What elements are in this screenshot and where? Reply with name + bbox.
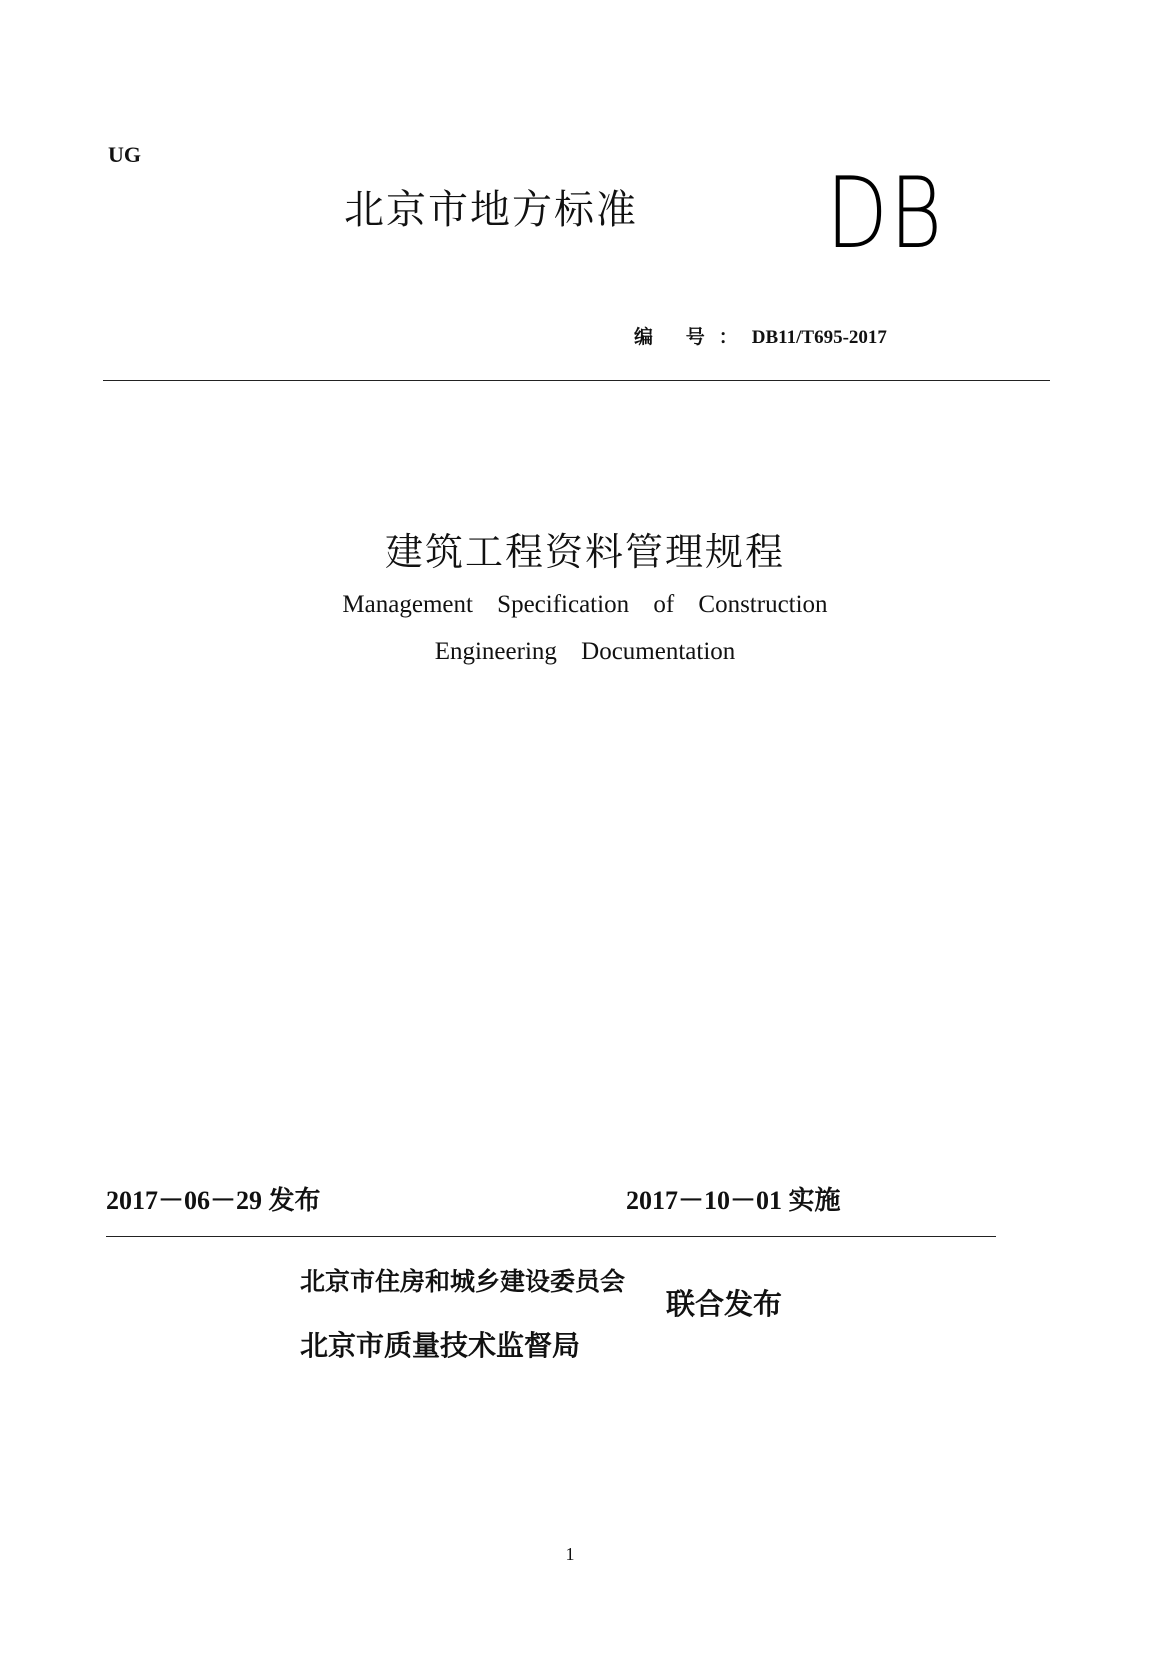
standard-number-label: 编 号： [634, 327, 752, 348]
document-title-english-line-1: Management Specification of Construction [342, 591, 828, 618]
joint-release-label: 联合发布 [666, 1287, 783, 1321]
issuer-quality-bureau: 北京市质量技术监督局 [300, 1329, 581, 1362]
document-title-chinese: 建筑工程资料管理规程 [384, 530, 785, 574]
document-title-english-line-2: Engineering Documentation [434, 638, 736, 665]
standard-type-heading: 北京市地方标准 [344, 187, 638, 233]
bottom-divider [106, 1236, 996, 1237]
standard-number [634, 322, 887, 349]
issue-date: 2017－06－29 发布 [106, 1186, 321, 1215]
top-divider [103, 380, 1050, 381]
classification-code: UG [108, 142, 141, 167]
standard-mark-logo: DB [826, 157, 944, 271]
issuer-housing-commission: 北京市住房和城乡建设委员会 [300, 1267, 626, 1296]
effective-date: 2017－10－01 实施 [626, 1186, 841, 1215]
standard-number-value: DB11/T695-2017 [751, 327, 887, 348]
page-number: 1 [565, 1544, 575, 1564]
